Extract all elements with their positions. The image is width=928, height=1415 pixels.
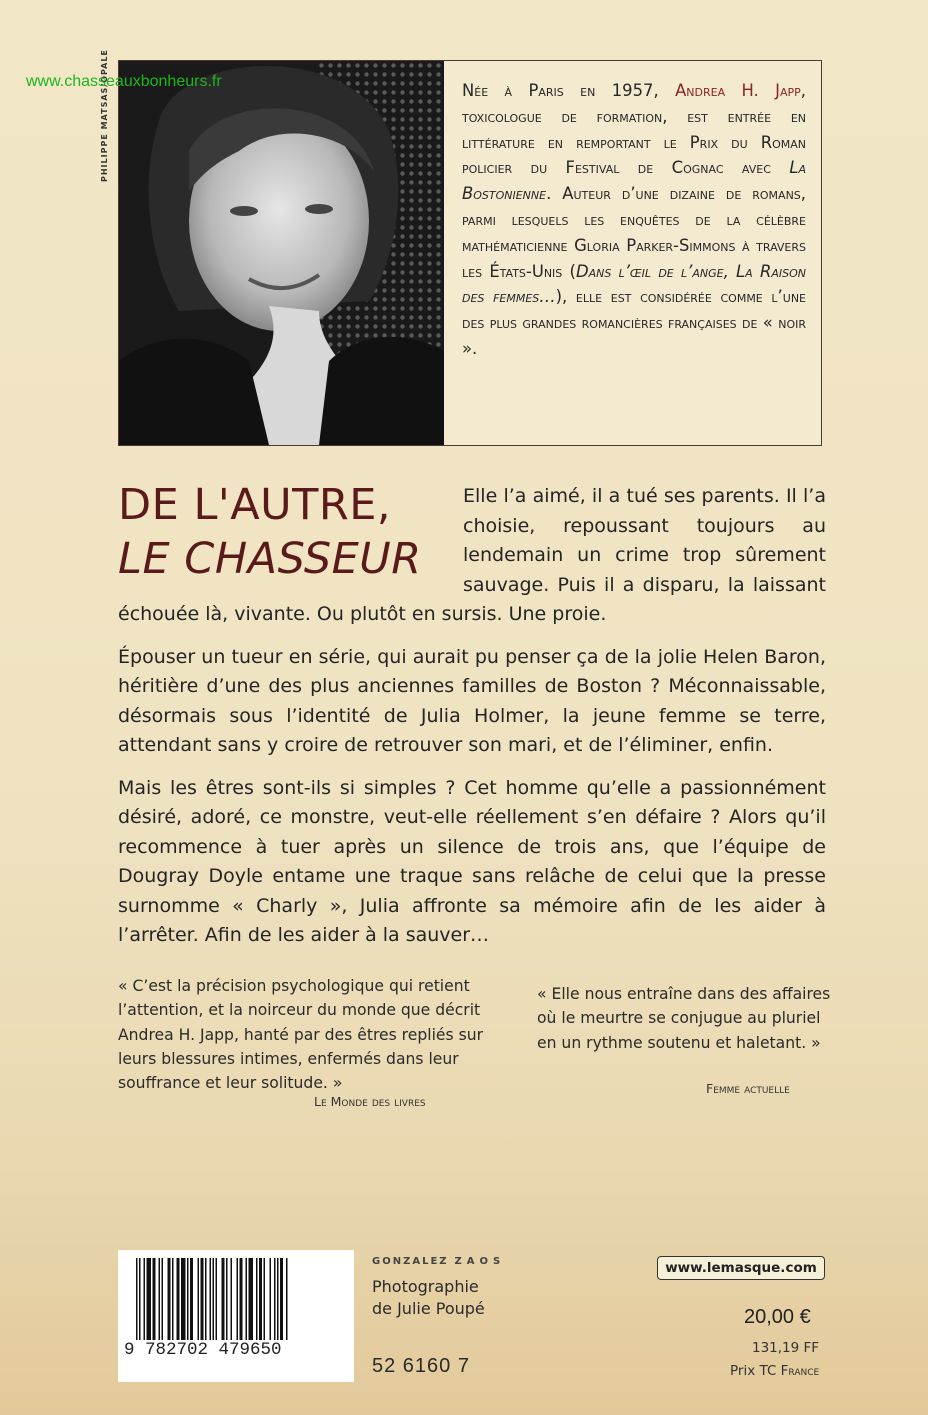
barcode-bar (270, 1258, 272, 1340)
barcode-bar (280, 1258, 283, 1340)
designer-name: GONZALEZ (372, 1256, 449, 1267)
photo-credit: PHILIPPE MATSAS/OPALE (100, 49, 109, 182)
barcode-bar (198, 1258, 200, 1340)
bio-part-3: . Auteur d’une dizaine de romans, parmi lesquels les enquêtes de la célèbre mathématicienne Gloria Parker-Simmons à travers les États-Unis ( (462, 184, 806, 281)
bio-part-4: ), elle est considérée comme l’une des plus grandes romancières françaises de « noir ». (462, 287, 806, 358)
barcode-bar (153, 1258, 156, 1340)
barcode-bar (187, 1258, 189, 1340)
barcode-bar (213, 1258, 215, 1340)
book-title-bostonienne: La Bostonienne (462, 158, 806, 204)
barcode-bar (210, 1258, 212, 1340)
barcode-bar (144, 1258, 146, 1340)
barcode-bar (222, 1258, 225, 1340)
barcode-bar (237, 1258, 239, 1340)
quote-source-femme-actuelle: Femme actuelle (706, 1081, 790, 1096)
barcode-bar (216, 1258, 218, 1340)
author-portrait (119, 61, 444, 445)
author-name: Andrea H. Japp (675, 81, 801, 100)
synopsis-paragraph-3: Mais les êtres sont-ils si simples ? Cet homme qu’elle a passionnément désiré, adoré, ce monstre, veut-elle réellement s’en défaire ? Alors qu’il recommence à tuer après un silence de trois ans, que l’équipe de Dougray Doyle entame une traque sans relâche de celui que la presse surnomme « Charly », Julia affronte sa mémoire afin de les aider à l’arrêter. Afin de les aider à la sauver… (118, 776, 826, 946)
barcode-bar (259, 1258, 262, 1340)
barcode-bar (256, 1258, 258, 1340)
barcode-bar (205, 1258, 207, 1340)
watermark-text: www.chasseauxbonheurs.fr (26, 73, 222, 90)
price-euro: 20,00 € (744, 1306, 811, 1328)
cover-photo-line-2: de Julie Poupé (372, 1299, 485, 1318)
barcode-bar (181, 1258, 186, 1340)
reference-code: 52 6160 7 (372, 1355, 470, 1377)
publisher-website[interactable]: www.lemasque.com (657, 1256, 825, 1280)
barcode-bar (226, 1258, 228, 1340)
barcode-bar (286, 1258, 288, 1340)
barcode-bar (277, 1258, 279, 1340)
barcode-bar (159, 1258, 161, 1340)
cover-photo-line-1: Photographie (372, 1277, 479, 1296)
cover-designer (372, 1256, 505, 1267)
bio-part-2: , toxicologue de formation, est entrée en littérature en remportant le Prix du Roman policier du Festival de Cognac avec (462, 81, 806, 178)
synopsis-paragraph-1: Elle l’a aimé, il a tué ses parents. Il l’a choisie, repoussant toujours au lendemain un crime trop sûrement sauvage. Puis il a disparu, la laissant échouée là, vivante. Ou plutôt en sursis. Une proie. (118, 485, 826, 625)
synopsis (118, 482, 826, 964)
barcode-bar (274, 1258, 276, 1340)
barcode-bar (162, 1258, 164, 1340)
barcode-bar (201, 1258, 204, 1340)
designer-studio: ZAOS (454, 1256, 506, 1267)
title-line-2: LE CHASSEUR (118, 534, 422, 584)
barcode-bar (249, 1258, 254, 1340)
barcode-bar (177, 1258, 180, 1340)
price-note (730, 1363, 819, 1379)
synopsis-paragraph-2: Épouser un tueur en série, qui aurait pu penser ça de la jolie Helen Baron, héritière d’une des plus anciennes familles de Boston ? Méconnaissable, désormais sous l’identité de Julia Holmer, la jeune femme se terre, attendant sans y croire de retrouver son mari, et de l’éliminer, enfin. (118, 645, 826, 756)
barcode-bars (136, 1258, 336, 1340)
cover-photo-credit (372, 1276, 485, 1320)
barcode-bar (264, 1258, 266, 1340)
press-quote-femme-actuelle: « Elle nous entraîne dans des affaires où le meurtre se conjugue au pluriel en un rythme soutenu et haletant. » (537, 985, 831, 1052)
press-quote-le-monde: « C’est la précision psychologique qui retient l’attention, et la noirceur du monde que décrit Andrea H. Japp, hanté par des êtres repliés sur leurs blessures intimes, enfermés dans leur souffrance et leur solitude. » (118, 977, 484, 1093)
barcode-bar (231, 1258, 233, 1340)
barcode-bar (240, 1258, 243, 1340)
price-francs: 131,19 FF (752, 1340, 820, 1356)
barcode-bar (168, 1258, 171, 1340)
quote-source-le-monde: Le Monde des livres (314, 1094, 426, 1109)
barcode-bar (172, 1258, 174, 1340)
price-note-a: Prix TC (730, 1363, 781, 1379)
barcode-bar (246, 1258, 248, 1340)
title-line-1: DE L'AUTRE, (118, 480, 392, 530)
barcode-bar (136, 1258, 138, 1340)
isbn-number: 9 782702 479650 (124, 1340, 282, 1360)
book-titles-other: Dans l’œil de l’ange, La Raison des femmes… (462, 261, 806, 307)
price-note-b: France (780, 1363, 820, 1379)
portrait-image (119, 61, 444, 445)
author-biography (462, 78, 806, 362)
bio-part-1: Née à Paris en 1957, (462, 81, 676, 100)
barcode-bar (190, 1258, 193, 1340)
barcode-bar (147, 1258, 152, 1340)
barcode (118, 1250, 354, 1382)
barcode-bar (139, 1258, 141, 1340)
